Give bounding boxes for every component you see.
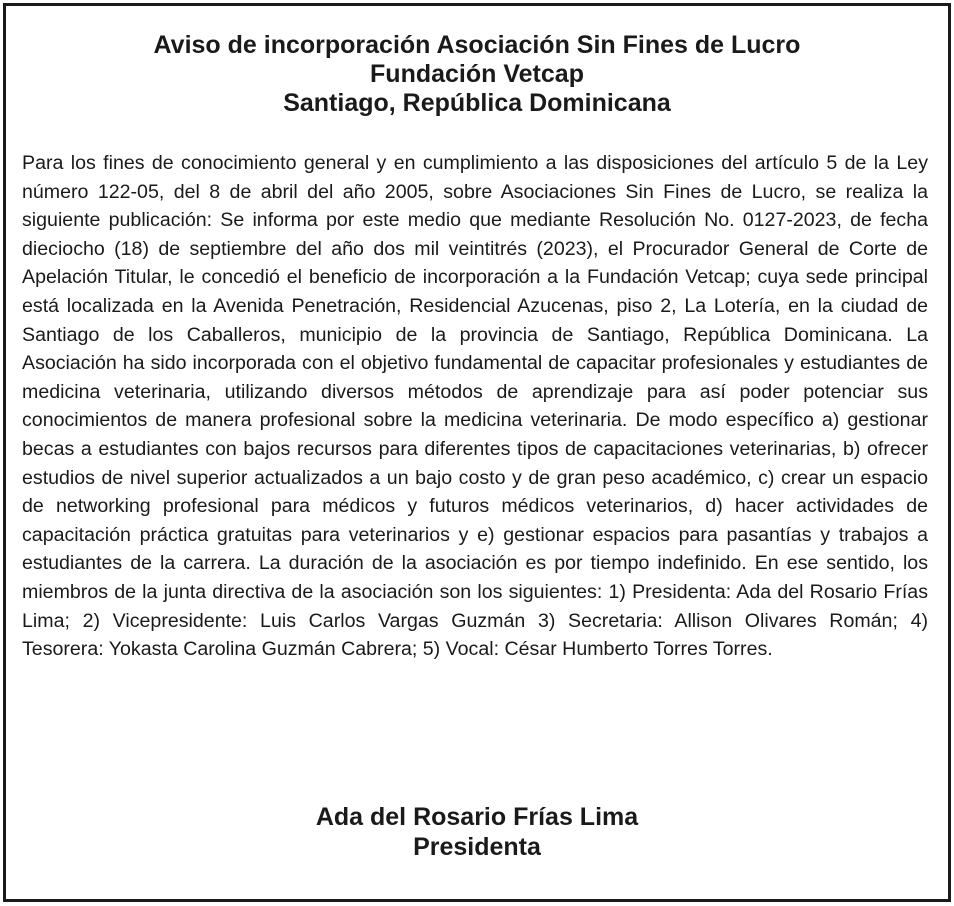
notice-body-paragraph: Para los fines de conocimiento general y en cumplimiento a las disposiciones del artículo 5 de la Ley número 122-05, del 8 de abril del año 2005, sobre Asociaciones Sin Fines de Lucro, se realiza la siguiente publicación: Se informa por este medio que mediante Resolución No. 0127-2023, de fecha dieciocho (18) de septiembre del año dos mil veintitrés (2023), el Procurador General de Corte de Apelación Titular, le concedió el beneficio de incorporación a la Fundación Vetcap; cuya sede principal está localizada en la Avenida Penetración, Residencial Azucenas, piso 2, La Lotería, en la ciudad de Santiago de los Caballeros, municipio de la provincia de Santiago, República Dominicana. La Asociación ha sido incorporada con el objetivo fundamental de capacitar profesionales y estudiantes de medicina veterinaria, utilizando diversos métodos de aprendizaje para así poder potenciar sus conocimientos de manera profesional sobre la medicina veterinaria. De modo específico a) gestionar becas a estudiantes con bajos recursos para diferentes tipos de capacitaciones veterinarias, b) ofrecer estudios de nivel superior actualizados a un bajo costo y de gran peso académico, c) crear un espacio de networking profesional para médicos y futuros médicos veterinarios, d) hacer actividades de capacitación práctica gratuitas para veterinarios y e) gestionar espacios para pasantías y trabajos a estudiantes de la carrera. La duración de la asociación es por tiempo indefinido. En ese sentido, los miembros de la junta directiva de la asociación son los siguientes: 1) Presidenta: Ada del Rosario Frías Lima; 2) Vicepresidente: Luis Carlos Vargas Guzmán 3) Secretaria: Allison Olivares Román; 4) Tesorera: Yokasta Carolina Guzmán Cabrera; 5) Vocal: César Humberto Torres Torres.	[22, 152, 928, 661]
heading-line-location: Santiago, República Dominicana	[283, 89, 671, 117]
heading-line-title: Aviso de incorporación Asociación Sin Fines de Lucro	[153, 31, 801, 59]
notice-border	[3, 3, 951, 902]
notice-heading	[6, 31, 948, 118]
notice-content	[6, 6, 948, 899]
signature-block	[6, 802, 948, 862]
heading-line-foundation: Fundación Vetcap	[370, 60, 584, 88]
signature-title: Presidenta	[413, 833, 541, 861]
signature-name: Ada del Rosario Frías Lima	[315, 803, 639, 831]
